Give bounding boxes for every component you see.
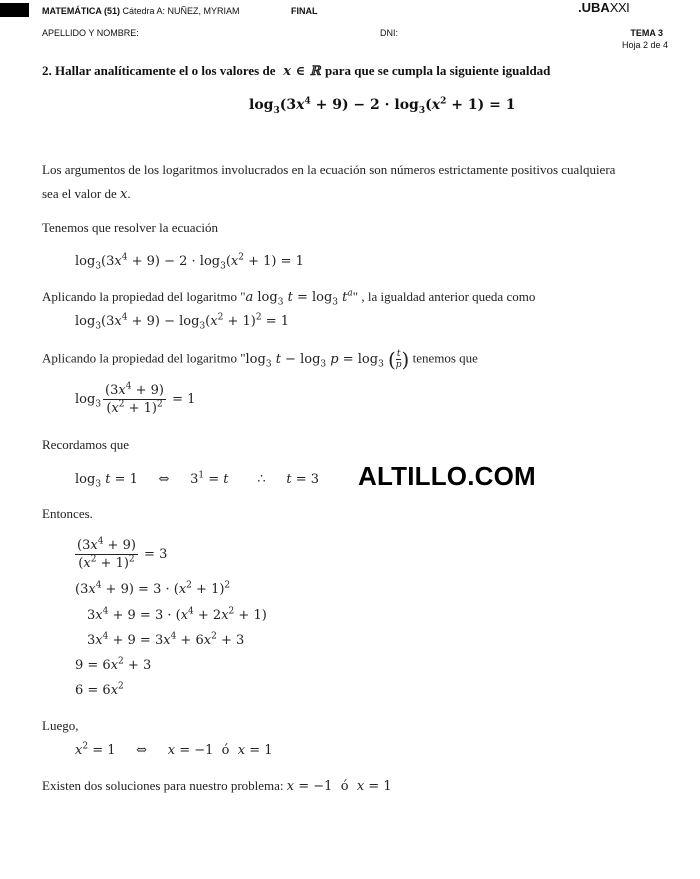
equation-1: $\log_3(3x^4 + 9) - 2 \cdot \log_3(x^2 + 1) = 1$ bbox=[75, 252, 304, 272]
course-title bbox=[42, 6, 240, 16]
property-1-post: " , la igualdad anterior queda como bbox=[352, 289, 536, 304]
or-word-1: ó bbox=[221, 743, 230, 758]
property-2-formula: $\log_3 t - \log_3 p = \log_3$ ( $\frac{t}{p}$ ) bbox=[245, 347, 410, 371]
equation-7: $3x^4 + 9 = 3x^4 + 6x^2 + 3$ bbox=[87, 631, 245, 648]
course-name: MATEMÁTICA (51) bbox=[42, 6, 120, 16]
equation-recall: $\log_3 t = 1$ ⇔ $3^1 = t$ ∴ t = 3 bbox=[75, 470, 320, 490]
altillo-watermark: ALTILLO.COM bbox=[358, 461, 536, 491]
property-1-pre: Aplicando la propiedad del logaritmo " bbox=[42, 289, 246, 304]
statement-math: x ∈ ℝ bbox=[278, 64, 326, 79]
paragraph-property-2 bbox=[42, 347, 478, 371]
chair-name: Cátedra A: NUÑEZ, MYRIAM bbox=[122, 6, 240, 16]
statement-pre: 2. Hallar analíticamente el o los valores de bbox=[42, 63, 276, 78]
property-1-formula: a $\log_3 t = \log_3 t^a$ bbox=[245, 288, 353, 308]
statement-post: para que se cumpla la siguiente igualdad bbox=[325, 63, 551, 78]
equation-4: $\frac{(3x^4 + 9)}{(x^2 + 1)^2}$ = 3 bbox=[77, 536, 168, 571]
equation-6: $3x^4 + 9 = 3 \cdot (x^4 + 2x^2 + 1)$ bbox=[87, 606, 267, 623]
main-equation: $\log_3(3x^4 + 9) - 2 \cdot \log_3(x^2 + 1) = 1$ bbox=[249, 96, 516, 116]
uba-logo-main: .UBA bbox=[578, 0, 610, 15]
paragraph-arguments: Los argumentos de los logaritmos involucrados en la ecuación son números estrictamente positivos cualquiera bbox=[42, 162, 616, 177]
topic-label: TEMA 3 bbox=[630, 28, 663, 38]
paragraph-arguments-cont-text: sea el valor de bbox=[42, 186, 117, 201]
conclusion-text: Existen dos soluciones para nuestro problema: bbox=[42, 778, 284, 793]
uba-logo-xxi: XXI bbox=[609, 0, 630, 15]
property-2-pre: Aplicando la propiedad del logaritmo " bbox=[42, 350, 246, 366]
paragraph-recall: Recordamos que bbox=[42, 437, 130, 452]
exam-type: FINAL bbox=[291, 6, 318, 16]
equation-3: $\log_3$ $\frac{(3x^4 + 9)}{(x^2 + 1)^2}$ = 1 bbox=[75, 381, 196, 416]
paragraph-conclusion bbox=[42, 778, 392, 794]
equation-2: $\log_3(3x^4 + 9) - \log_3(x^2 + 1)^2 = 1$ bbox=[75, 312, 289, 332]
paragraph-then: Entonces. bbox=[42, 506, 93, 521]
paragraph-arguments-cont: sea el valor de x. bbox=[42, 186, 131, 202]
equation-5: $(3x^4 + 9) = 3 \cdot (x^2 + 1)^2$ bbox=[75, 580, 231, 597]
paragraph-property-1 bbox=[42, 288, 536, 308]
conclusion-math: x = −1 ó x = 1 bbox=[286, 779, 392, 794]
or-word-2: ó bbox=[340, 779, 349, 794]
equation-10: $x^2 = 1$ ⇔ x = −1 ó x = 1 bbox=[75, 741, 273, 758]
equation-9: $6 = 6x^2$ bbox=[75, 681, 124, 698]
sheet-label: Hoja 2 de 4 bbox=[621, 40, 668, 50]
problem-statement bbox=[42, 63, 550, 79]
dni-label: DNI: bbox=[380, 28, 398, 38]
paragraph-then-2: Luego, bbox=[42, 718, 79, 733]
var-x: x bbox=[119, 187, 128, 202]
name-label: APELLIDO Y NOMBRE: bbox=[42, 28, 139, 38]
paragraph-solve: Tenemos que resolver la ecuación bbox=[42, 220, 218, 235]
equation-8: $9 = 6x^2 + 3$ bbox=[75, 656, 152, 673]
property-2-post: tenemos que bbox=[412, 350, 478, 366]
uba-logo bbox=[578, 0, 629, 15]
header-black-bar bbox=[0, 3, 29, 17]
